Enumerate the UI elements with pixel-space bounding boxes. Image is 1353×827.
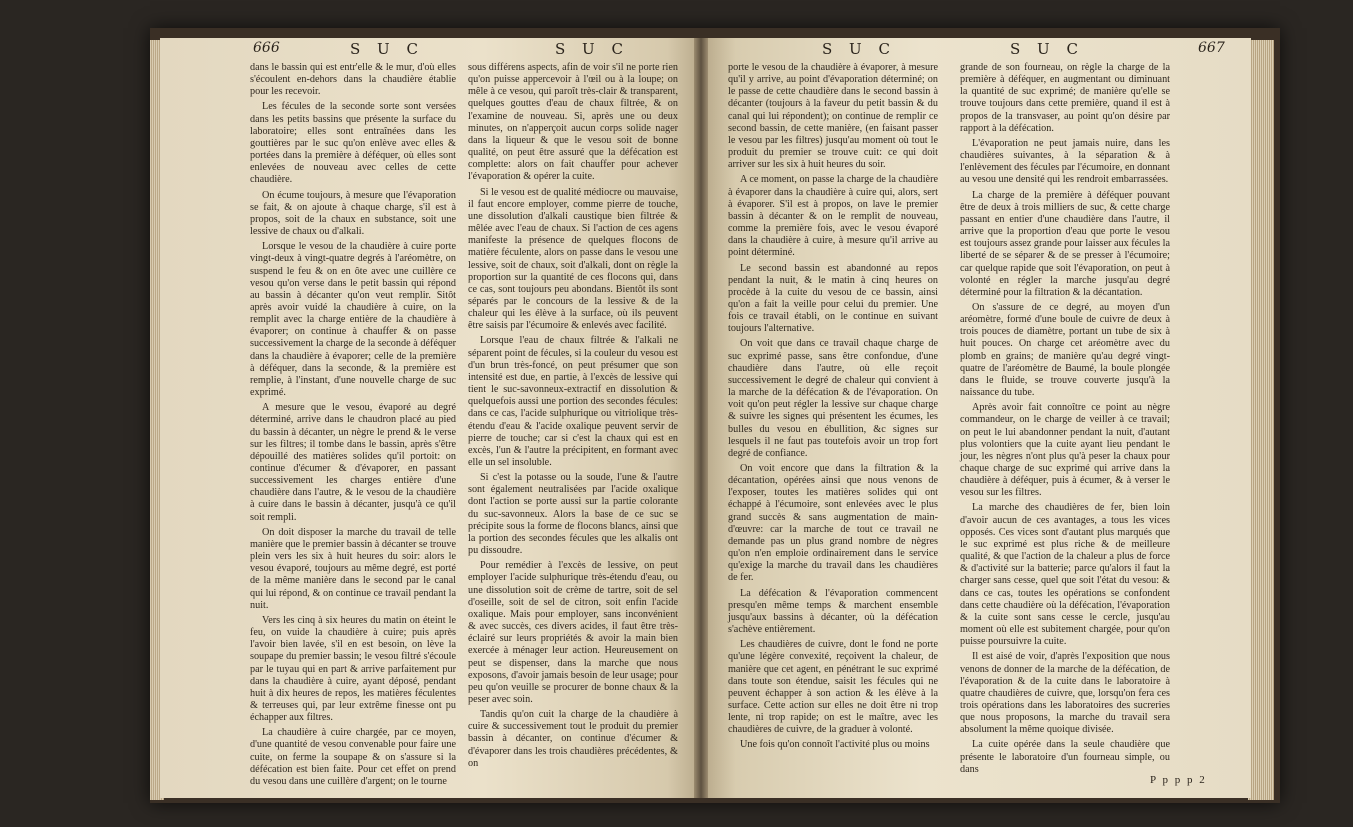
left-page-column-1 <box>250 62 456 787</box>
paragraph: La marche des chaudières de fer, bien loin d'avoir aucun de ces avantages, a tous les vices opposés. Ces vices sont d'autant plus marqués que le suc exprimé est plus riche & de meilleure qualité, & que l'action de la chaleur a plus de force & d'activité sur la batterie; parce qu'alors il faut la charger sans cesse, quel que soit l'état du vesou: & dans ce cas, toutes les opérations se confondent dans cette chaudière où la défécation, l'évaporation & la cuite sont sans cesse le cercle, jusqu'au moment où elle est subitement chargée, pour qu'on puisse poursuivre la cuite. <box>960 502 1170 648</box>
paragraph: A mesure que le vesou, évaporé au degré déterminé, arrive dans le chaudron placé au pied du bassin à décanter, un nègre le prend & le verse sur les filtres; il tombe dans le bassin, après s'être dépouillé des matières solides qu'il portoit: on continue d'écumer & d'évaporer, en passant successivement les charges entière d'une chaudière dans l'autre, & le vesou de la chaudière à cuire dans le bassin à décanter, jusqu'à ce qu'il soit rempli. <box>250 402 456 523</box>
paragraph: Après avoir fait connoître ce point au nègre commandeur, on le charge de veiller à ce travail; on peut le lui abandonner pendant la nuit, d'autant plus volontiers que la cuite ayant lieu pendant le jour, les nègres n'ont plus qu'à peser la chaux pour chaque charge de suc exprimé qui arrive dans la chaudière à déféquer, puis à écumer, & à verser le vesou sur les filtres. <box>960 402 1170 499</box>
paragraph: La chaudière à cuire chargée, par ce moyen, d'une quantité de vesou convenable pour faire une cuite, on ferme la soupape & on s'assure si la défécation est bien faite. Pour cet effet on prend du vesou dans une cuillère d'argent; on le tourne <box>250 727 456 787</box>
paragraph: grande de son fourneau, on règle la charge de la première à déféquer, en augmentant ou diminuant la quantité de suc exprimé; de manière qu'elle se trouve toujours dans cette première, quand il est à propos de la transvaser, au point qu'on désire par rapport à la défécation. <box>960 62 1170 134</box>
paragraph: Les chaudières de cuivre, dont le fond ne porte qu'une légère convexité, reçoivent la chaleur, de manière que cet agent, en pénétrant le suc exprimé dans toute son étendue, saisit les fécules qui ne peuvent échapper à son action & les élève à la surface. Cette action sur elles ne doit être ni trop lente, ni trop rapide; on est le maître, avec les chaudières de cuivre, de la graduer à volonté. <box>728 639 938 736</box>
paragraph: La cuite opérée dans la seule chaudière que présente le laboratoire d'un fourneau simple, ou dans <box>960 739 1170 775</box>
left-page-number: 666 <box>253 40 280 56</box>
paragraph: Pour remédier à l'excès de lessive, on peut employer l'acide sulphurique très-étendu d'eau, ou une dissolution soit de crème de tartre, soit de sel d'oseille, soit de sel de citron, soit enfin l'acide oxalique. Mais pour employer, sans inconvénient & avec succès, ces divers acides, il faut être très-éclairé sur leurs propriétés & avoir la main bien exercée à ménager leur action. Heureusement on peut se dispenser, dans la marche que nous exposons, d'avoir jamais besoin de leur usage; pour peu qu'on veuille se procurer de bonne chaux & la peser avec soin. <box>468 560 678 705</box>
left-page-header-left: S U C <box>350 40 424 58</box>
paragraph: On voit encore que dans la filtration & la décantation, opérées ainsi que nous venons de l'exposer, toutes les matières solides qui ont échappé à l'écumoire, sont enlevées avec le plus grand succès & sans augmentation de main-d'œuvre: car la marche de tout ce travail ne demande pas un plus grand nombre de nègres qu'on n'en emploie ordinairement dans le service qu'exige la marche du travail dans les chaudières de fer. <box>728 463 938 584</box>
paragraph: Tandis qu'on cuit la charge de la chaudière à cuire & successivement tout le produit du premier bassin à décanter, on continue d'écumer & d'évaporer dans les trois chaudières précédentes, & on <box>468 709 678 769</box>
paragraph: La charge de la première à déféquer pouvant être de deux à trois milliers de suc, & cette charge passant en entier d'une chaudière dans l'autre, il arrive que la proportion d'eau que porte le vesou est toujours assez grande pour laisser aux fécules la liberté de se séparer & de se presser à l'écumoire; car quelque rapide que soit l'évaporation, on peut à volonté en régler la marche jusqu'au degré déterminé pour la filtration & la décantation. <box>960 189 1170 298</box>
paragraph: Une fois qu'on connoît l'activité plus ou moins <box>740 739 930 751</box>
paragraph: Si le vesou est de qualité médiocre ou mauvaise, il faut encore employer, comme pierre de touche, une dissolution d'alkali caustique bien filtrée & mêlée avec l'eau de chaux. Si l'action de ces agens manifeste la présence de quelques flocons de matière féculente, alors on passe dans le vesou une lessive, soit de chaux, soit d'alkali, dont on règle la proportion sur la quantité de ces flocons qui, dans ce cas, sont toujours peu abondans. Bientôt ils sont séparés par le concours de la lessive & de la chaleur qui les élève à la surface, où ils peuvent être saisis par l'écumoire & enlevés avec facilité. <box>468 186 678 332</box>
paragraph: On écume toujours, à mesure que l'évaporation se fait, & on ajoute à chaque charge, s'il est à propos, soit de la chaux en substance, soit une lessive de chaux ou d'alkali. <box>250 189 456 238</box>
paragraph: porte le vesou de la chaudière à évaporer, à mesure qu'il y arrive, au point d'évaporation déterminé; on le passe de cette chaudière dans le second bassin à décanter (toujours à la faveur du petit bassin & du canal qui lui répondent); on continue de remplir ce second bassin, de cette manière, (en faisant passer le vesou par les filtres) jusqu'au moment où tout le produit du premier se trouve cuit: ce qui doit arriver sur les six à huit heures du soir. <box>728 62 938 171</box>
right-page-header-left: S U C <box>822 40 896 58</box>
paragraph: On s'assure de ce degré, au moyen d'un aréomètre, formé d'une boule de cuivre de deux à trois pouces de diamètre, portant un tube de six à huit pouces. On charge cet aréomètre avec du plomb en grains; de manière qu'au degré vingt-quatre de l'aréomètre de Baumé, la boule plongée dans le fluide, se trouve couverte jusqu'à la naissance du tube. <box>960 301 1170 399</box>
paragraph: A ce moment, on passe la charge de la chaudière à évaporer dans la chaudière à cuire qui, alors, sert à évaporer. S'il est à propos, on lave le premier bassin à décanter & on le remplit de nouveau, comme la première fois, avec le vesou évaporé dans la chaudière à cuire, à mesure qu'il arrive au point déterminé. <box>728 174 938 259</box>
left-page-column-2 <box>468 62 678 769</box>
book-gutter <box>694 38 708 798</box>
paragraph: Les fécules de la seconde sorte sont versées dans les petits bassins que présente la surface du laboratoire; elles sont entraînées dans les gouttières par le suc qu'on enlève avec elles & portées dans la première à déféquer, où elles sont enlevées de nouveau avec celles de cette chaudière. <box>250 101 456 186</box>
paragraph: Lorsque le vesou de la chaudière à cuire porte vingt-deux à vingt-quatre degrés à l'aréomètre, on suspend le feu & on en ôte avec une cuillère ce vesou qu'on verse dans le petit bassin qui répond au bassin à décanter qu'on veut remplir. Sitôt après avoir vuidé la chaudière à cuire, on la remplit avec la charge entière de la chaudière à évaporer; on continue à chauffer & on passe successivement la charge de la seconde à déféquer dans la chaudière à évaporer; celle de la première à déféquer, dans la seconde, & la première est remplie, à l'instant, d'une nouvelle charge de suc exprimé. <box>250 241 456 399</box>
paragraph: On doit disposer la marche du travail de telle manière que le premier bassin à décanter se trouve plein vers les six à huit heures du soir: alors le vesou évaporé, toujours au même degré, est porté de la même manière dans le second par le canal qui lui répond, & on continue ce travail pendant la nuit. <box>250 526 456 611</box>
right-page-header-right: S U C <box>1010 40 1084 58</box>
right-page-column-1 <box>728 62 938 752</box>
paragraph: L'évaporation ne peut jamais nuire, dans les chaudières suivantes, à la séparation & à l'enlèvement des fécules par l'écumoire, en donnant au vesou une densité qui les rendroit embarrassées. <box>960 137 1170 186</box>
paragraph: Il est aisé de voir, d'après l'exposition que nous venons de donner de la marche de la défécation, de l'évaporation & de la cuite dans le laboratoire à quatre chaudières de cuivre, que, lorsqu'on fera ces trois opérations dans les laboratoires des sucreries que nous proposons, la marche du travail sera absolument la même quoique divisée. <box>960 651 1170 736</box>
signature-mark: P p p p 2 <box>1150 774 1207 786</box>
paragraph: On voit que dans ce travail chaque charge de suc exprimé passe, sans être confondue, d'une chaudière dans l'autre, où elle reçoit successivement le degré de chaleur qui convient à la marche de la défécation & de l'évaporation. On voit qu'on peut régler la lessive sur chaque charge & suivre les signes qui présentent les écumes, les bulles du vesou en ébullition, &c signes sur lesquels il ne faut pas toutefois avoir un trop fort degré de confiance. <box>728 338 938 459</box>
paragraph: Lorsque l'eau de chaux filtrée & l'alkali ne séparent point de fécules, si la couleur du vesou est d'un brun très-foncé, on peut présumer que son intensité est due, en partie, à l'excès de lessive qui tient le suc-savonneux-extractif en dissolution & quelquefois aussi une portion des secondes fécules: dans ce cas, l'acide sulphurique ou vitriolique très-étendu d'eau & l'acide oxalique peuvent servir de pierre de touche; car si c'est la chaux qui est en excès, l'un & l'autre la précipitent, en formant avec elle un sel insoluble. <box>468 335 678 468</box>
right-page-column-2 <box>960 62 1170 775</box>
paragraph: Si c'est la potasse ou la soude, l'une & l'autre sont également neutralisées par l'acide oxalique dont l'action se porte aussi sur la partie colorante du suc-savonneux. Alors la base de ce suc se précipite sous la forme de flocons blancs, ainsi que la portion des secondes fécules que les alkalis ont pu dissoudre. <box>468 472 678 557</box>
paragraph: sous différens aspects, afin de voir s'il ne porte rien qu'on puisse appercevoir à l'œil ou à la loupe; on mêle à ce vesou, qui paroît très-clair & transparent, quelques gouttes d'eau de chaux filtrée, & on l'examine de nouveau. Si, après une ou deux minutes, on n'apperçoit aucun corps solide nager dans la liqueur & que le vesou soit de bonne qualité, on peut être assuré que la défécation est complette: alors on fait chauffer pour achever l'évaporation & opérer la cuite. <box>468 62 678 183</box>
page-edges-right <box>1248 40 1274 800</box>
right-page-number: 667 <box>1198 40 1225 56</box>
paragraph: dans le bassin qui est entr'elle & le mur, d'où elles s'écoulent en-dehors dans la chaudière établie pour les recevoir. <box>250 62 456 98</box>
left-page-header-right: S U C <box>555 40 629 58</box>
paragraph: Le second bassin est abandonné au repos pendant la nuit, & le matin à cinq heures on procède à la cuite du vesou de ce bassin, ainsi qu'on a fait la veille pour celui du premier. Une fois ce travail établi, on le continue en suivant toujours l'alternative. <box>728 262 938 335</box>
paragraph: Vers les cinq à six heures du matin on éteint le feu, on vuide la chaudière à cuire; puis après l'avoir bien lavée, s'il en est besoin, on lève la soupape du premier bassin; le vesou filtré s'écoule par le tuyau qui en part & arrive parfaitement pur dans la chaudière à cuire, ayant déposé, pendant huit à dix heures de repos, les matières féculentes & terreuses qui, par leur extrême finesse ont pu échapper aux filtres. <box>250 614 456 724</box>
paragraph: La défécation & l'évaporation commencent presqu'en même temps & marchent ensemble jusqu'aux bassins à décanter, où la défécation s'achève entièrement. <box>728 587 938 636</box>
